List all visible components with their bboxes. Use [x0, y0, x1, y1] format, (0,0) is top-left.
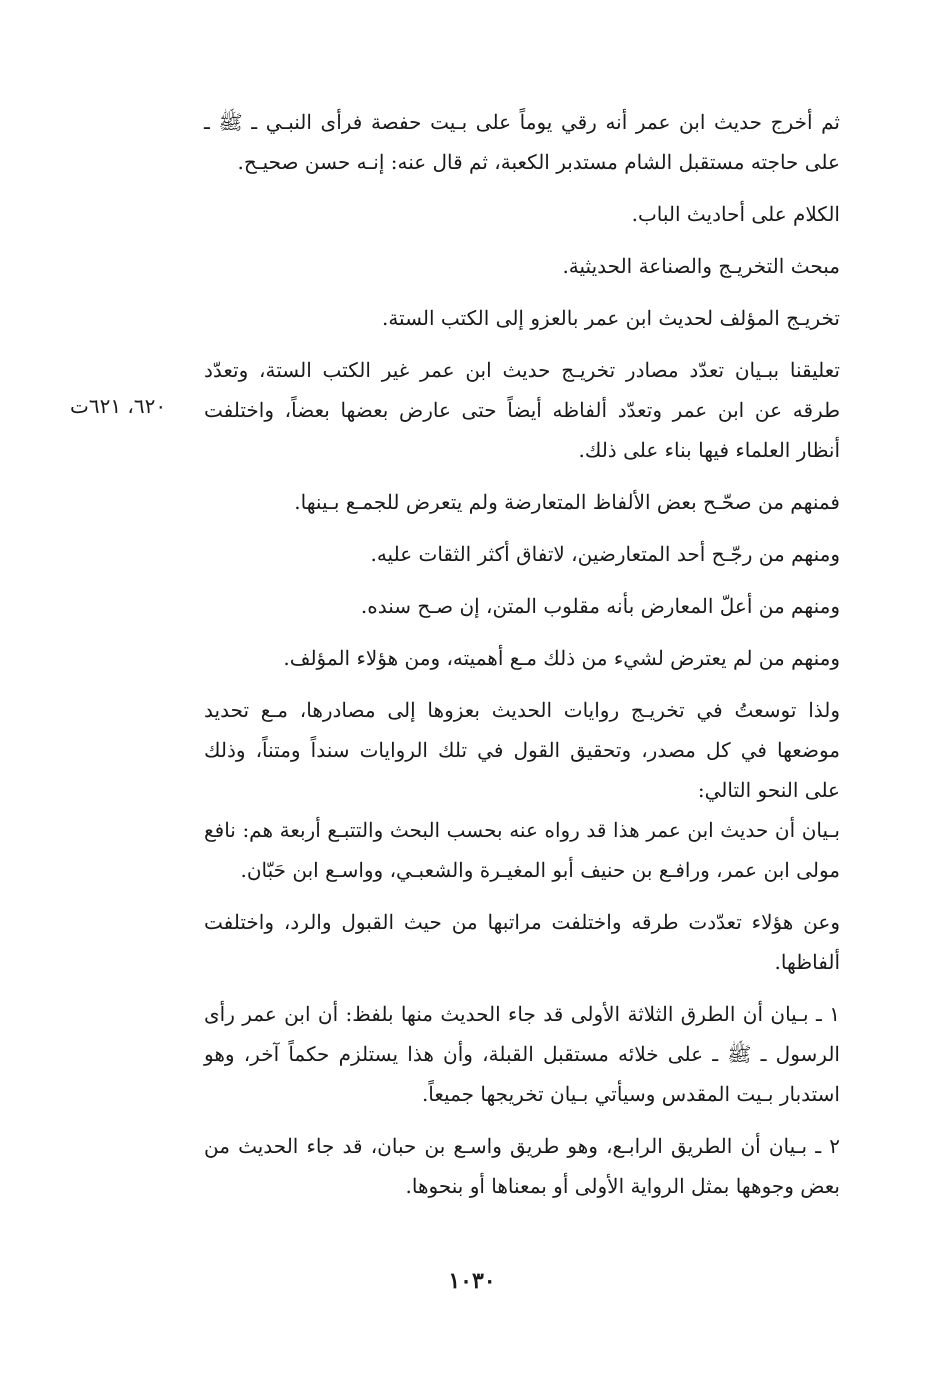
paragraph-some-preferred: ومنهم من رجّـح أحد المتعارضين، لاتفاق أكثر الثقات عليه. — [370, 542, 840, 566]
paragraph-point-two: ٢ ـ بـيان أن الطريق الرابـع، وهو طريق واسـع بن حبان، قد جاء الحديث من بعض وجوهها بمثل الرواية الأولى أو بمعناها أو بنحوها. — [204, 1134, 840, 1198]
page-number: ١٠٣٠ — [448, 1268, 496, 1294]
paragraph-expanded-takhrij: ولذا توسعتُ في تخريـج روايات الحديث بعزوها إلى مصادرها، مـع تحديد موضعها في كل مصدر، وتحقيق القول في تلك الروايات سنداً ومتناً، وذلك على النحو التالي: — [204, 698, 840, 802]
margin-reference-note: ٦٢٠، ٦٢١ت — [70, 394, 167, 418]
paragraph-multiple-routes: وعن هؤلاء تعدّدت طرقه واختلفت مراتبها من حيث القبول والرد، واختلفت ألفاظها. — [204, 910, 840, 974]
paragraph-takhrij-section: مبحث التخريـج والصناعة الحديثية. — [562, 254, 840, 278]
paragraph-our-commentary: تعليقنا ببـيان تعدّد مصادر تخريـج حديث ابن عمر غير الكتب الستة، وتعدّد طرقه عن ابن عمر وتعدّد ألفاظه أيضاً حتى عارض بعضها بعضاً، واختلفت أنظار العلماء فيها بناء على ذلك. — [204, 358, 840, 462]
main-text-column — [204, 102, 840, 1218]
paragraph-some-ignored: ومنهم من لم يعترض لشيء من ذلك مـع أهميته، ومن هؤلاء المؤلف. — [283, 646, 840, 670]
paragraph-some-authenticated: فمنهم من صحّـح بعض الألفاظ المتعارضة ولم يتعرض للجمـع بـينها. — [294, 490, 840, 514]
paragraph-some-weakened: ومنهم من أعلّ المعارض بأنه مقلوب المتن، إن صـح سنده. — [360, 594, 840, 618]
paragraph-author-takhrij: تخريـج المؤلف لحديث ابن عمر بالعزو إلى الكتب الستة. — [381, 306, 840, 330]
paragraph-chapter-hadiths: الكلام على أحاديث الباب. — [631, 202, 840, 226]
paragraph-ibn-umar-hadith: ثم أخرج حديث ابن عمر أنه رقي يوماً على بـيت حفصة فرأى النبـي ـ ﷺ ـ على حاجته مستقبل الشام مستدبر الكعبة، ثم قال عنه: إنـه حسن صحيـح. — [204, 110, 840, 174]
paragraph-four-narrators: بـيان أن حديث ابن عمر هذا قد رواه عنه بحسب البحث والتتبـع أربعة هم: نافع مولى ابن عمر، ورافـع بن حنيف أبو المغيـرة والشعبـي، وواسـع ابن حَبّان. — [204, 818, 840, 882]
paragraph-point-one: ١ ـ بـيان أن الطرق الثلاثة الأولى قد جاء الحديث منها بلفظ: أن ابن عمر رأى الرسول ـ ﷺ ـ على خلائه مستقبل القبلة، وأن هذا يستلزم حكماً آخر، وهو استدبار بـيت المقدس وسيأتي بـيان تخريجها جميعاً. — [204, 1002, 840, 1106]
